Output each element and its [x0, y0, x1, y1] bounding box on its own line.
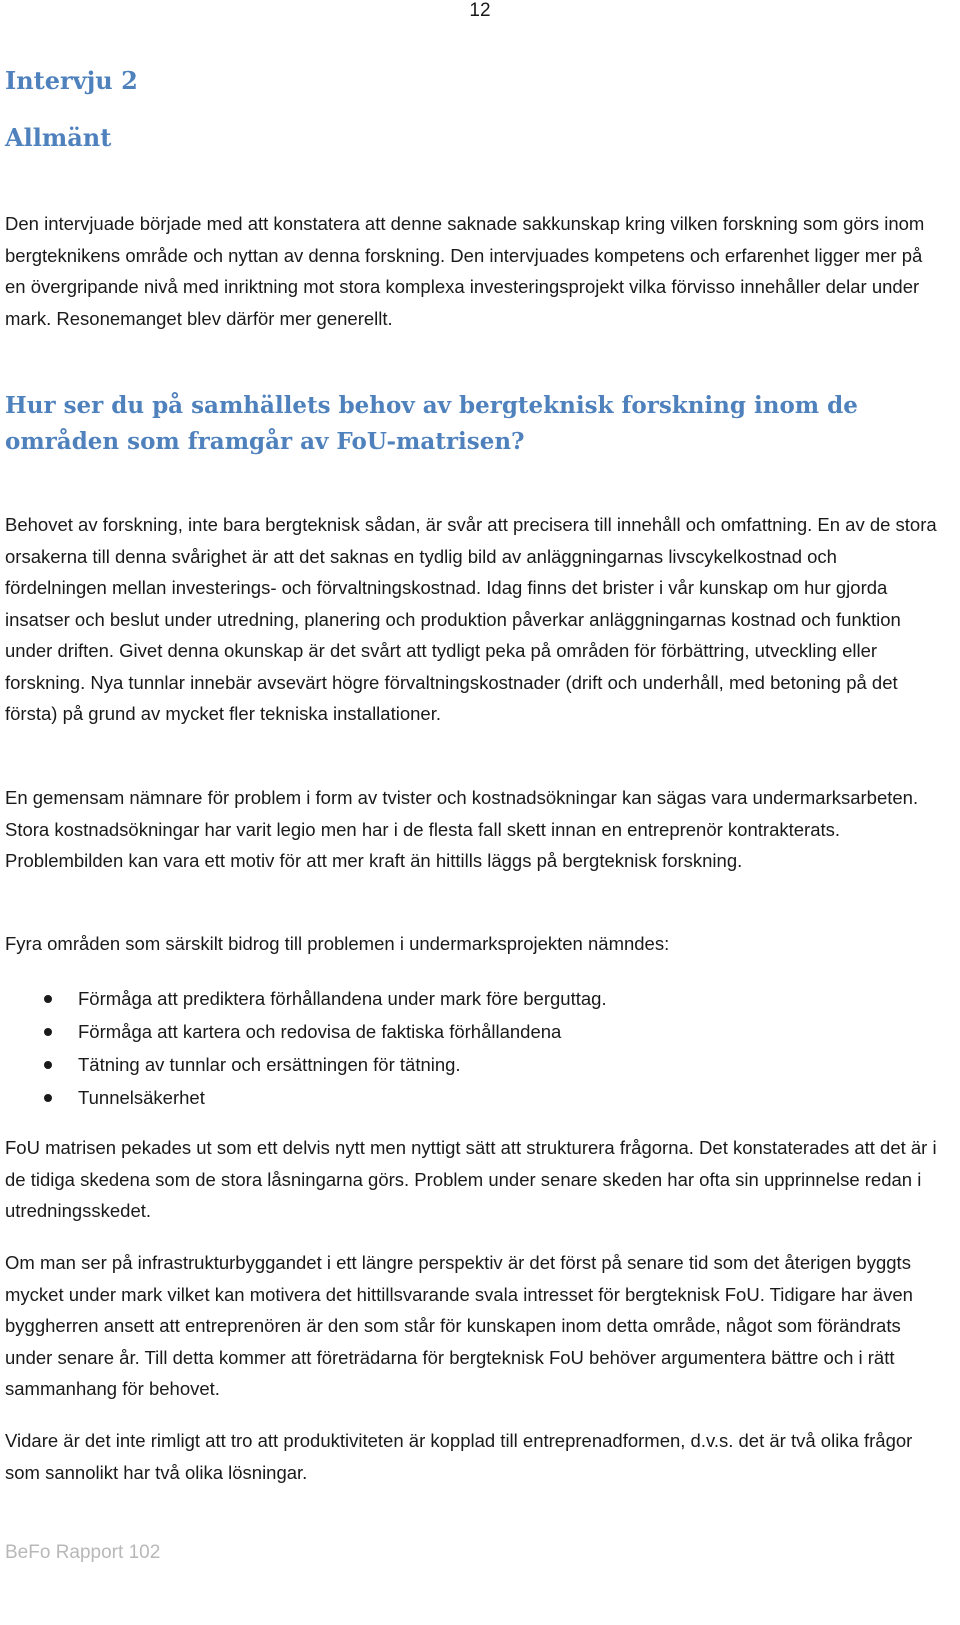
paragraph-intro: Den intervjuade började med att konstatera att denne saknade sakkunskap kring vilken forskning som görs inom bergteknikens område och nyttan av denna forskning. Den intervjuades kompetens och erfarenhet ligger mer på en övergripande nivå med inriktning mot stora komplexa investeringsprojekt vilka förvisso innehåller delar under mark. Resonemanget blev därför mer generellt. [5, 213, 925, 329]
paragraph-productivity: Vidare är det inte rimligt att tro att produktiviteten är kopplad till entreprenadformen, d.v.s. det är två olika frågor som sannolikt har två olika lösningar. [5, 1430, 913, 1483]
bullet-icon [44, 995, 52, 1003]
paragraph-research-need: Behovet av forskning, inte bara bergteknisk sådan, är svår att precisera till innehåll och omfattning. En av de stora orsakerna till denna svårighet är att det saknas en tydlig bild av anläggningarnas livscykelkostnad och fördelningen mellan investerings- och förvaltningskostnad. Idag finns det brister i vår kunskap om hur gjorda insatser och beslut under utredning, planering och produktion påverkar anläggningarnas kostnad och funktion under driften. Givet denna okunskap är det svårt att tydligt peka på områden för förbättring, utveckling eller forskning. Nya tunnlar innebär avsevärt högre förvaltningskostnader (drift och underhåll, med betoning på det första) på grund av mycket fler tekniska installationer. [5, 514, 937, 724]
bullet-list [0, 982, 940, 1114]
bullet-icon [44, 1028, 52, 1036]
paragraph-fou-matrix: FoU matrisen pekades ut som ett delvis nytt men nyttigt sätt att strukturera frågorna. Det konstaterades att det är i de tidiga skedena som de stora låsningarna görs. Problem under senare skeden har ofta sin upprinnelse redan i utredningsskedet. [5, 1137, 937, 1221]
page-number: 12 [469, 0, 491, 21]
list-item-text: Tätning av tunnlar och ersättningen för tätning. [78, 1054, 461, 1075]
question-heading: Hur ser du på samhällets behov av bergteknisk forskning inom de områden som framgår av FoU-matrisen? [5, 392, 858, 455]
list-item-text: Förmåga att kartera och redovisa de faktiska förhållandena [78, 1021, 562, 1042]
list-item [0, 1048, 940, 1081]
paragraph-common-denominator: En gemensam nämnare för problem i form av tvister och kostnadsökningar kan sägas vara undermarksarbeten. Stora kostnadsökningar har varit legio men har i de flesta fall skett innan en entreprenör kontrakterats. Problembilden kan vara ett motiv för att mer kraft än hittills läggs på bergteknisk forskning. [5, 787, 919, 871]
bullet-icon [44, 1061, 52, 1069]
footer-report-label: BeFo Rapport 102 [5, 1542, 161, 1563]
bullet-icon [44, 1094, 52, 1102]
list-item-text: Förmåga att prediktera förhållandena under mark före berguttag. [78, 988, 607, 1009]
list-item [0, 1015, 940, 1048]
paragraph-four-areas: Fyra områden som särskilt bidrog till problemen i undermarksprojekten nämndes: [5, 933, 670, 954]
list-item-text: Tunnelsäkerhet [78, 1087, 205, 1108]
list-item [0, 1081, 940, 1114]
list-item [0, 982, 940, 1015]
paragraph-infrastructure: Om man ser på infrastrukturbyggandet i ett längre perspektiv är det först på senare tid som det återigen byggts mycket under mark vilket kan motivera det hittillsvarande svala intresset för bergteknisk FoU. Tidigare har även byggherren ansett att entreprenören är den som står för kunskapen inom detta område, något som förändrats under senare år. Till detta kommer att företrädarna för bergteknisk FoU behöver argumentera bättre och i rätt sammanhang för behovet. [5, 1252, 913, 1399]
heading-general: Allmänt [5, 123, 112, 152]
heading-interview: Intervju 2 [5, 66, 138, 95]
